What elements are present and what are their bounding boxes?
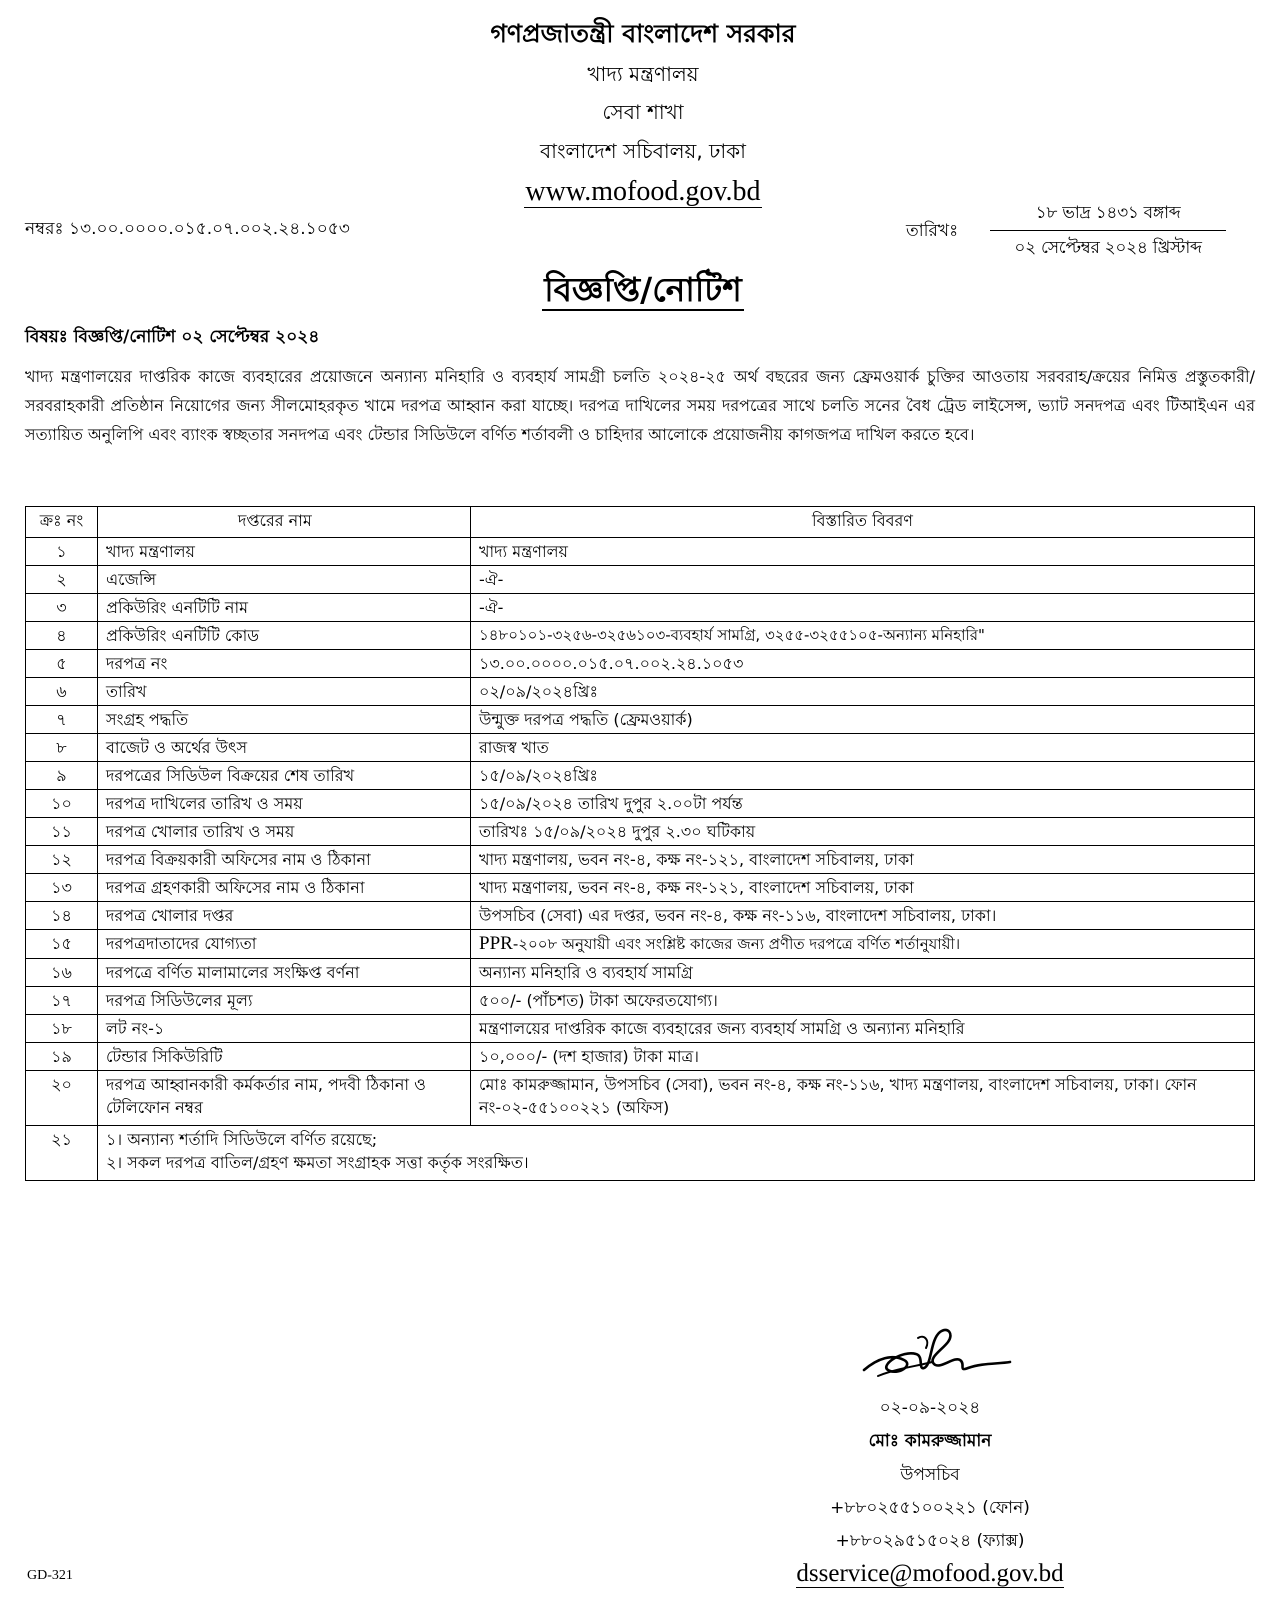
row-name: দরপত্র নং xyxy=(98,650,471,678)
row-name: টেন্ডার সিকিউরিটি xyxy=(98,1043,471,1071)
row-name: দরপত্র গ্রহণকারী অফিসের নাম ও ঠিকানা xyxy=(98,874,471,902)
table-row xyxy=(26,734,1255,762)
row-serial: ২ xyxy=(26,566,98,594)
row-name: দরপত্র দাখিলের তারিখ ও সময় xyxy=(98,790,471,818)
row-serial: ২১ xyxy=(26,1126,98,1181)
ppr-label: PPR xyxy=(479,933,513,954)
row-detail: অন্যান্য মনিহারি ও ব্যবহার্য সামগ্রি xyxy=(471,959,1255,987)
row-name: এজেন্সি xyxy=(98,566,471,594)
row-serial: ১৪ xyxy=(26,902,98,930)
notice-title xyxy=(0,264,1286,320)
memo-date xyxy=(990,200,1226,263)
website-text[interactable]: www.mofood.gov.bd xyxy=(525,176,761,207)
row-detail: ১৫/০৯/২০২৪খ্রিঃ xyxy=(471,762,1255,790)
table-row xyxy=(26,538,1255,566)
row-detail: রাজস্ব খাত xyxy=(471,734,1255,762)
row-serial: ১৫ xyxy=(26,930,98,959)
table-row xyxy=(26,959,1255,987)
row-name: খাদ্য মন্ত্রণালয় xyxy=(98,538,471,566)
row-detail: ১৩.০০.০০০০.০১৫.০৭.০০২.২৪.১০৫৩ xyxy=(471,650,1255,678)
row-detail: খাদ্য মন্ত্রণালয়, ভবন নং-৪, কক্ষ নং-১২১, বাংলাদেশ সচিবালয়, ঢাকা xyxy=(471,846,1255,874)
tender-details-table xyxy=(25,506,1255,1181)
table-row xyxy=(26,566,1255,594)
row-serial: ১৯ xyxy=(26,1043,98,1071)
row-detail: ১৫/০৯/২০২৪ তারিখ দুপুর ২.০০টা পর্যন্ত xyxy=(471,790,1255,818)
table-row xyxy=(26,706,1255,734)
row-name: লট নং-১ xyxy=(98,1015,471,1043)
row-detail: উন্মুক্ত দরপত্র পদ্ধতি (ফ্রেমওয়ার্ক) xyxy=(471,706,1255,734)
row-name: বাজেট ও অর্থের উৎস xyxy=(98,734,471,762)
row-serial: ৪ xyxy=(26,622,98,650)
header-details: বিস্তারিত বিবরণ xyxy=(471,507,1255,538)
date-bangla: ১৮ ভাদ্র ১৪৩১ বঙ্গাব্দ xyxy=(990,200,1226,231)
row-name: দরপত্রদাতাদের যোগ্যতা xyxy=(98,930,471,959)
row-name: দরপত্রের সিডিউল বিক্রয়ের শেষ তারিখ xyxy=(98,762,471,790)
table-header-row xyxy=(26,507,1255,538)
row-detail: ১০,০০০/- (দশ হাজার) টাকা মাত্র। xyxy=(471,1043,1255,1071)
row-serial: ১০ xyxy=(26,790,98,818)
notice-body: খাদ্য মন্ত্রণালয়ের দাপ্তরিক কাজে ব্যবহারের প্রয়োজনে অন্যান্য মনিহারি ও ব্যবহার্য সামগ্রী চলতি ২০২৪-২৫ অর্থ বছরের জন্য ফ্রেমওয়ার্ক চুক্তির আওতায় সরবরাহ/ক্রয়ের নিমিত্ত প্রস্তুতকারী/সরবরাহকারী প্রতিষ্ঠান নিয়োগের জন্য সীলমোহরকৃত খামে দরপত্র আহ্বান করা যাচ্ছে। দরপত্র দাখিলের সময় দরপত্রের সাথে চলতি সনের বৈধ ট্রেড লাইসেন্স, ভ্যাট সনদপত্র এবং টিআইএন এর সত্যায়িত অনুলিপি এবং ব্যাংক স্বচ্ছতার সনদপত্র এবং টেন্ডার সিডিউলে বর্ণিত শর্তাবলী ও চাহিদার আলোকে প্রয়োজনীয় কাগজপত্র দাখিল করতে হবে। xyxy=(25,367,1255,444)
row-detail: ৫০০/- (পাঁচশত) টাকা অফেরতযোগ্য। xyxy=(471,987,1255,1015)
row-detail xyxy=(471,930,1255,959)
table-row xyxy=(26,846,1255,874)
ministry-name: খাদ্য মন্ত্রণালয় xyxy=(587,62,699,86)
government-title: গণপ্রজাতন্ত্রী বাংলাদেশ সরকার xyxy=(490,19,796,48)
row-detail: মন্ত্রণালয়ের দাপ্তরিক কাজে ব্যবহারের জন্য ব্যবহার্য সামগ্রি ও অন্যান্য মনিহারি xyxy=(471,1015,1255,1043)
row-name: দরপত্র খোলার তারিখ ও সময় xyxy=(98,818,471,846)
signatory-phone: +৮৮০২৫৫১০০২২১ (ফোন) xyxy=(830,1498,1030,1518)
signatory-name: মোঃ কামরুজ্জামান xyxy=(868,1431,992,1451)
row-serial: ১৩ xyxy=(26,874,98,902)
row-serial: ৩ xyxy=(26,594,98,622)
table-row xyxy=(26,818,1255,846)
branch-name: সেবা শাখা xyxy=(602,100,684,124)
row-serial: ১৬ xyxy=(26,959,98,987)
row-detail-text: -২০০৮ অনুযায়ী এবং সংশ্লিষ্ট কাজের জন্য প্রণীত দরপত্রে বর্ণিত শর্তানুযায়ী। xyxy=(512,935,961,953)
row-serial: ১ xyxy=(26,538,98,566)
row-name: দরপত্র বিক্রয়কারী অফিসের নাম ও ঠিকানা xyxy=(98,846,471,874)
table-row xyxy=(26,902,1255,930)
table-row xyxy=(26,874,1255,902)
table-row xyxy=(26,1071,1255,1126)
row-detail: -ঐ- xyxy=(471,566,1255,594)
notice-title-text: বিজ্ঞপ্তি/নোটিশ xyxy=(544,270,742,309)
row-serial: ১৭ xyxy=(26,987,98,1015)
memo-number: নম্বরঃ ১৩.০০.০০০০.০১৫.০৭.০০২.২৪.১০৫৩ xyxy=(25,219,350,239)
date-label: তারিখঃ xyxy=(906,221,959,241)
table-row xyxy=(26,622,1255,650)
term-line: ২। সকল দরপত্র বাতিল/গ্রহণ ক্ষমতা সংগ্রাহক সত্তা কর্তৃক সংরক্ষিত। xyxy=(106,1153,529,1172)
subject-line: বিষয়ঃ বিজ্ঞপ্তি/নোটিশ ০২ সেপ্টেম্বর ২০২৪ xyxy=(25,327,320,347)
table-row xyxy=(26,650,1255,678)
row-serial: ১২ xyxy=(26,846,98,874)
header-serial: ক্রঃ নং xyxy=(26,507,98,538)
table-row xyxy=(26,987,1255,1015)
office-location: বাংলাদেশ সচিবালয়, ঢাকা xyxy=(540,139,746,163)
row-serial: ২০ xyxy=(26,1071,98,1126)
signatory-email[interactable] xyxy=(740,1560,1120,1588)
row-serial: ৭ xyxy=(26,706,98,734)
row-detail: ১৪৮০১০১-৩২৫৬-৩২৫৬১০৩-ব্যবহার্য সামগ্রি, ৩২৫৫-৩২৫৫১০৫-অন্যান্য মনিহারি" xyxy=(471,622,1255,650)
signatory-fax: +৮৮০২৯৫১৫০২৪ (ফ্যাক্স) xyxy=(835,1531,1025,1551)
header-office-name: দপ্তরের নাম xyxy=(98,507,471,538)
table-row xyxy=(26,1043,1255,1071)
table-row xyxy=(26,1015,1255,1043)
row-name: প্রকিউরিং এনটিটি নাম xyxy=(98,594,471,622)
row-serial: ৫ xyxy=(26,650,98,678)
row-detail: খাদ্য মন্ত্রণালয় xyxy=(471,538,1255,566)
table-row xyxy=(26,762,1255,790)
footer-code: GD-321 xyxy=(27,1568,73,1583)
email-link[interactable]: dsservice@mofood.gov.bd xyxy=(796,1560,1064,1587)
row-detail: খাদ্য মন্ত্রণালয়, ভবন নং-৪, কক্ষ নং-১২১, বাংলাদেশ সচিবালয়, ঢাকা xyxy=(471,874,1255,902)
row-serial: ১১ xyxy=(26,818,98,846)
row-serial: ১৮ xyxy=(26,1015,98,1043)
row-name: দরপত্র আহ্বানকারী কর্মকর্তার নাম, পদবী ঠিকানা ও টেলিফোন নম্বর xyxy=(98,1071,471,1126)
row-name: সংগ্রহ পদ্ধতি xyxy=(98,706,471,734)
row-detail: তারিখঃ ১৫/০৯/২০২৪ দুপুর ২.৩০ ঘটিকায় xyxy=(471,818,1255,846)
row-name: দরপত্র সিডিউলের মূল্য xyxy=(98,987,471,1015)
row-serial: ৬ xyxy=(26,678,98,706)
row-detail: ০২/০৯/২০২৪খ্রিঃ xyxy=(471,678,1255,706)
table-row xyxy=(26,930,1255,959)
date-english: ০২ সেপ্টেম্বর ২০২৪ খ্রিস্টাব্দ xyxy=(1014,238,1202,258)
signatory-designation: উপসচিব xyxy=(900,1465,960,1485)
row-detail: -ঐ- xyxy=(471,594,1255,622)
row-detail: উপসচিব (সেবা) এর দপ্তর, ভবন নং-৪, কক্ষ নং-১১৬, বাংলাদেশ সচিবালয়, ঢাকা। xyxy=(471,902,1255,930)
row-name: তারিখ xyxy=(98,678,471,706)
terms-cell xyxy=(98,1126,1255,1181)
row-name: প্রকিউরিং এনটিটি কোড xyxy=(98,622,471,650)
term-line: ১। অন্যান্য শর্তাদি সিডিউলে বর্ণিত রয়েছে; xyxy=(106,1130,378,1149)
signature-date: ০২-০৯-২০২৪ xyxy=(879,1398,981,1418)
row-name: দরপত্রে বর্ণিত মালামালের সংক্ষিপ্ত বর্ণনা xyxy=(98,959,471,987)
table-row xyxy=(26,1126,1255,1181)
row-name: দরপত্র খোলার দপ্তর xyxy=(98,902,471,930)
table-row xyxy=(26,594,1255,622)
row-serial: ৮ xyxy=(26,734,98,762)
table-row xyxy=(26,790,1255,818)
signature-image xyxy=(858,1318,1018,1388)
row-serial: ৯ xyxy=(26,762,98,790)
row-detail: মোঃ কামরুজ্জামান, উপসচিব (সেবা), ভবন নং-৪, কক্ষ নং-১১৬, খাদ্য মন্ত্রণালয়, বাংলাদেশ সচিবালয়, ঢাকা। ফোন নং-০২-৫৫১০০২২১ (অফিস) xyxy=(471,1071,1255,1126)
table-row xyxy=(26,678,1255,706)
